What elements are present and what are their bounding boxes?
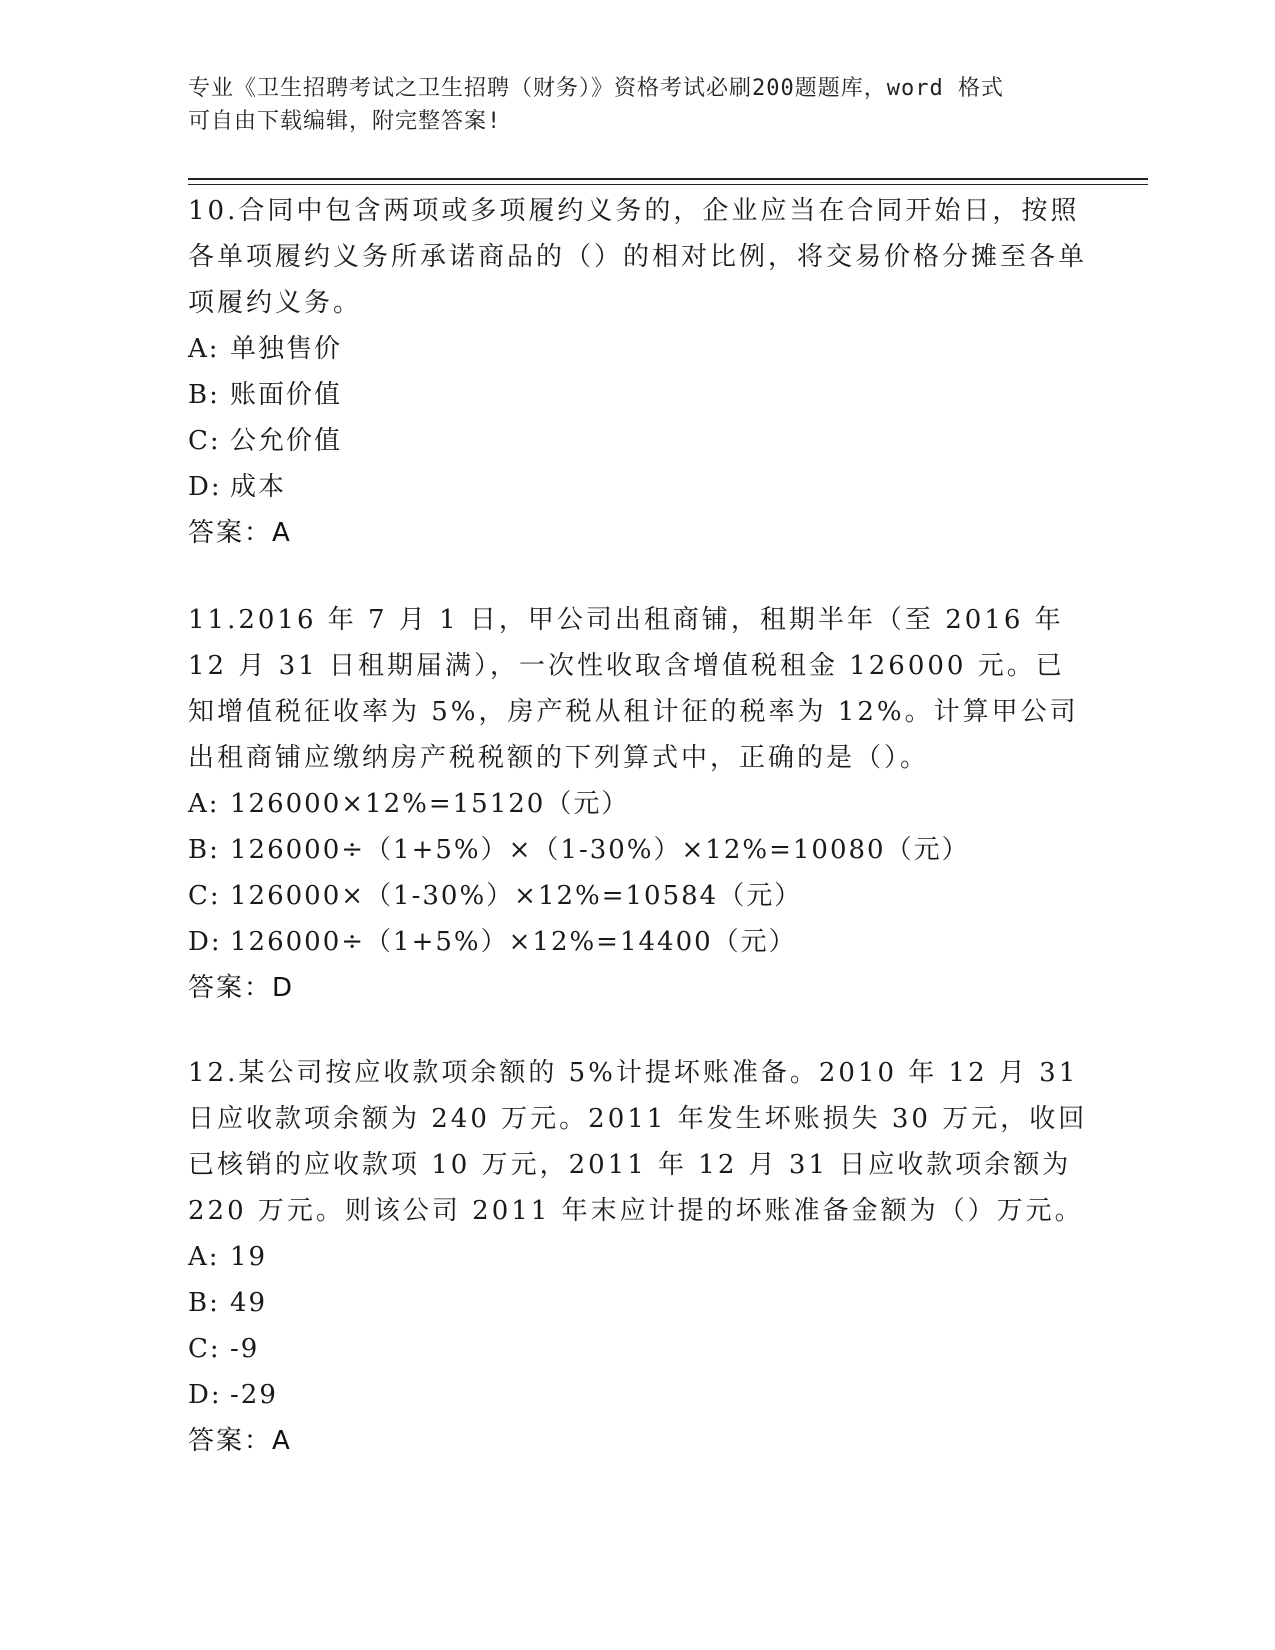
option-letter: C:: [188, 426, 221, 456]
option-d: [188, 919, 1088, 965]
answer-line: 答案：A: [188, 1426, 292, 1456]
option-letter: B:: [188, 1288, 220, 1318]
option-b: [188, 1280, 1088, 1326]
option-a: [188, 326, 1088, 372]
option-letter: B:: [188, 380, 220, 410]
option-c: [188, 418, 1088, 464]
answer-line: 答案：D: [188, 973, 295, 1003]
option-letter: C:: [188, 1334, 221, 1364]
option-letter: D:: [188, 472, 222, 502]
option-text: 成本: [230, 472, 287, 502]
answer-line: 答案：A: [188, 518, 292, 548]
header-line-2: 可自由下载编辑，附完整答案!: [188, 109, 502, 134]
option-c: [188, 873, 1088, 919]
question-10: [188, 188, 1088, 556]
option-a: [188, 781, 1088, 827]
option-letter: C:: [188, 881, 221, 911]
document-header: [188, 72, 1068, 138]
option-text: 126000÷（1+5%）×12%=14400（元）: [230, 927, 797, 957]
option-letter: D:: [188, 1380, 222, 1410]
option-letter: A:: [188, 789, 220, 819]
option-letter: A:: [188, 1242, 220, 1272]
option-d: [188, 1372, 1088, 1418]
option-text: 126000÷（1+5%）×（1-30%）×12%=10080（元）: [230, 835, 970, 865]
option-text: -9: [230, 1334, 260, 1364]
header-line-1: 专业《卫生招聘考试之卫生招聘（财务）》资格考试必刷200题题库，word 格式: [188, 76, 1004, 101]
option-letter: B:: [188, 835, 220, 865]
option-b: [188, 372, 1088, 418]
option-text: 账面价值: [230, 380, 343, 410]
option-text: 126000×12%=15120（元）: [230, 789, 630, 819]
question-stem: 11.2016 年 7 月 1 日，甲公司出租商铺，租期半年（至 2016 年 12 月 31 日租期届满），一次性收取含增值税租金 126000 元。已知增值税征收率为 5%，房产税从租计征的税率为 12%。计算甲公司出租商铺应缴纳房产税税额的下列算式中，正确的是（）。: [188, 605, 1079, 773]
question-11: [188, 597, 1088, 1011]
option-d: [188, 464, 1088, 510]
option-text: 公允价值: [230, 426, 343, 456]
option-letter: A:: [188, 334, 220, 364]
option-letter: D:: [188, 927, 222, 957]
header-divider-thick: [188, 178, 1148, 180]
option-text: -29: [230, 1380, 278, 1410]
option-text: 126000×（1-30%）×12%=10584（元）: [230, 881, 803, 911]
question-12: [188, 1050, 1088, 1464]
option-text: 19: [230, 1242, 268, 1272]
question-stem: 12.某公司按应收款项余额的 5%计提坏账准备。2010 年 12 月 31 日应收款项余额为 240 万元。2011 年发生坏账损失 30 万元，收回已核销的应收款项 10 万元，2011 年 12 月 31 日应收款项余额为 220 万元。则该公司 2011 年末应计提的坏账准备金额为（）万元。: [188, 1058, 1088, 1226]
header-divider-thin: [188, 184, 1148, 185]
option-text: 单独售价: [230, 334, 343, 364]
option-a: [188, 1234, 1088, 1280]
question-stem: 10.合同中包含两项或多项履约义务的，企业应当在合同开始日，按照各单项履约义务所承诺商品的（）的相对比例，将交易价格分摊至各单项履约义务。: [188, 196, 1088, 318]
option-b: [188, 827, 1088, 873]
option-c: [188, 1326, 1088, 1372]
option-text: 49: [230, 1288, 268, 1318]
